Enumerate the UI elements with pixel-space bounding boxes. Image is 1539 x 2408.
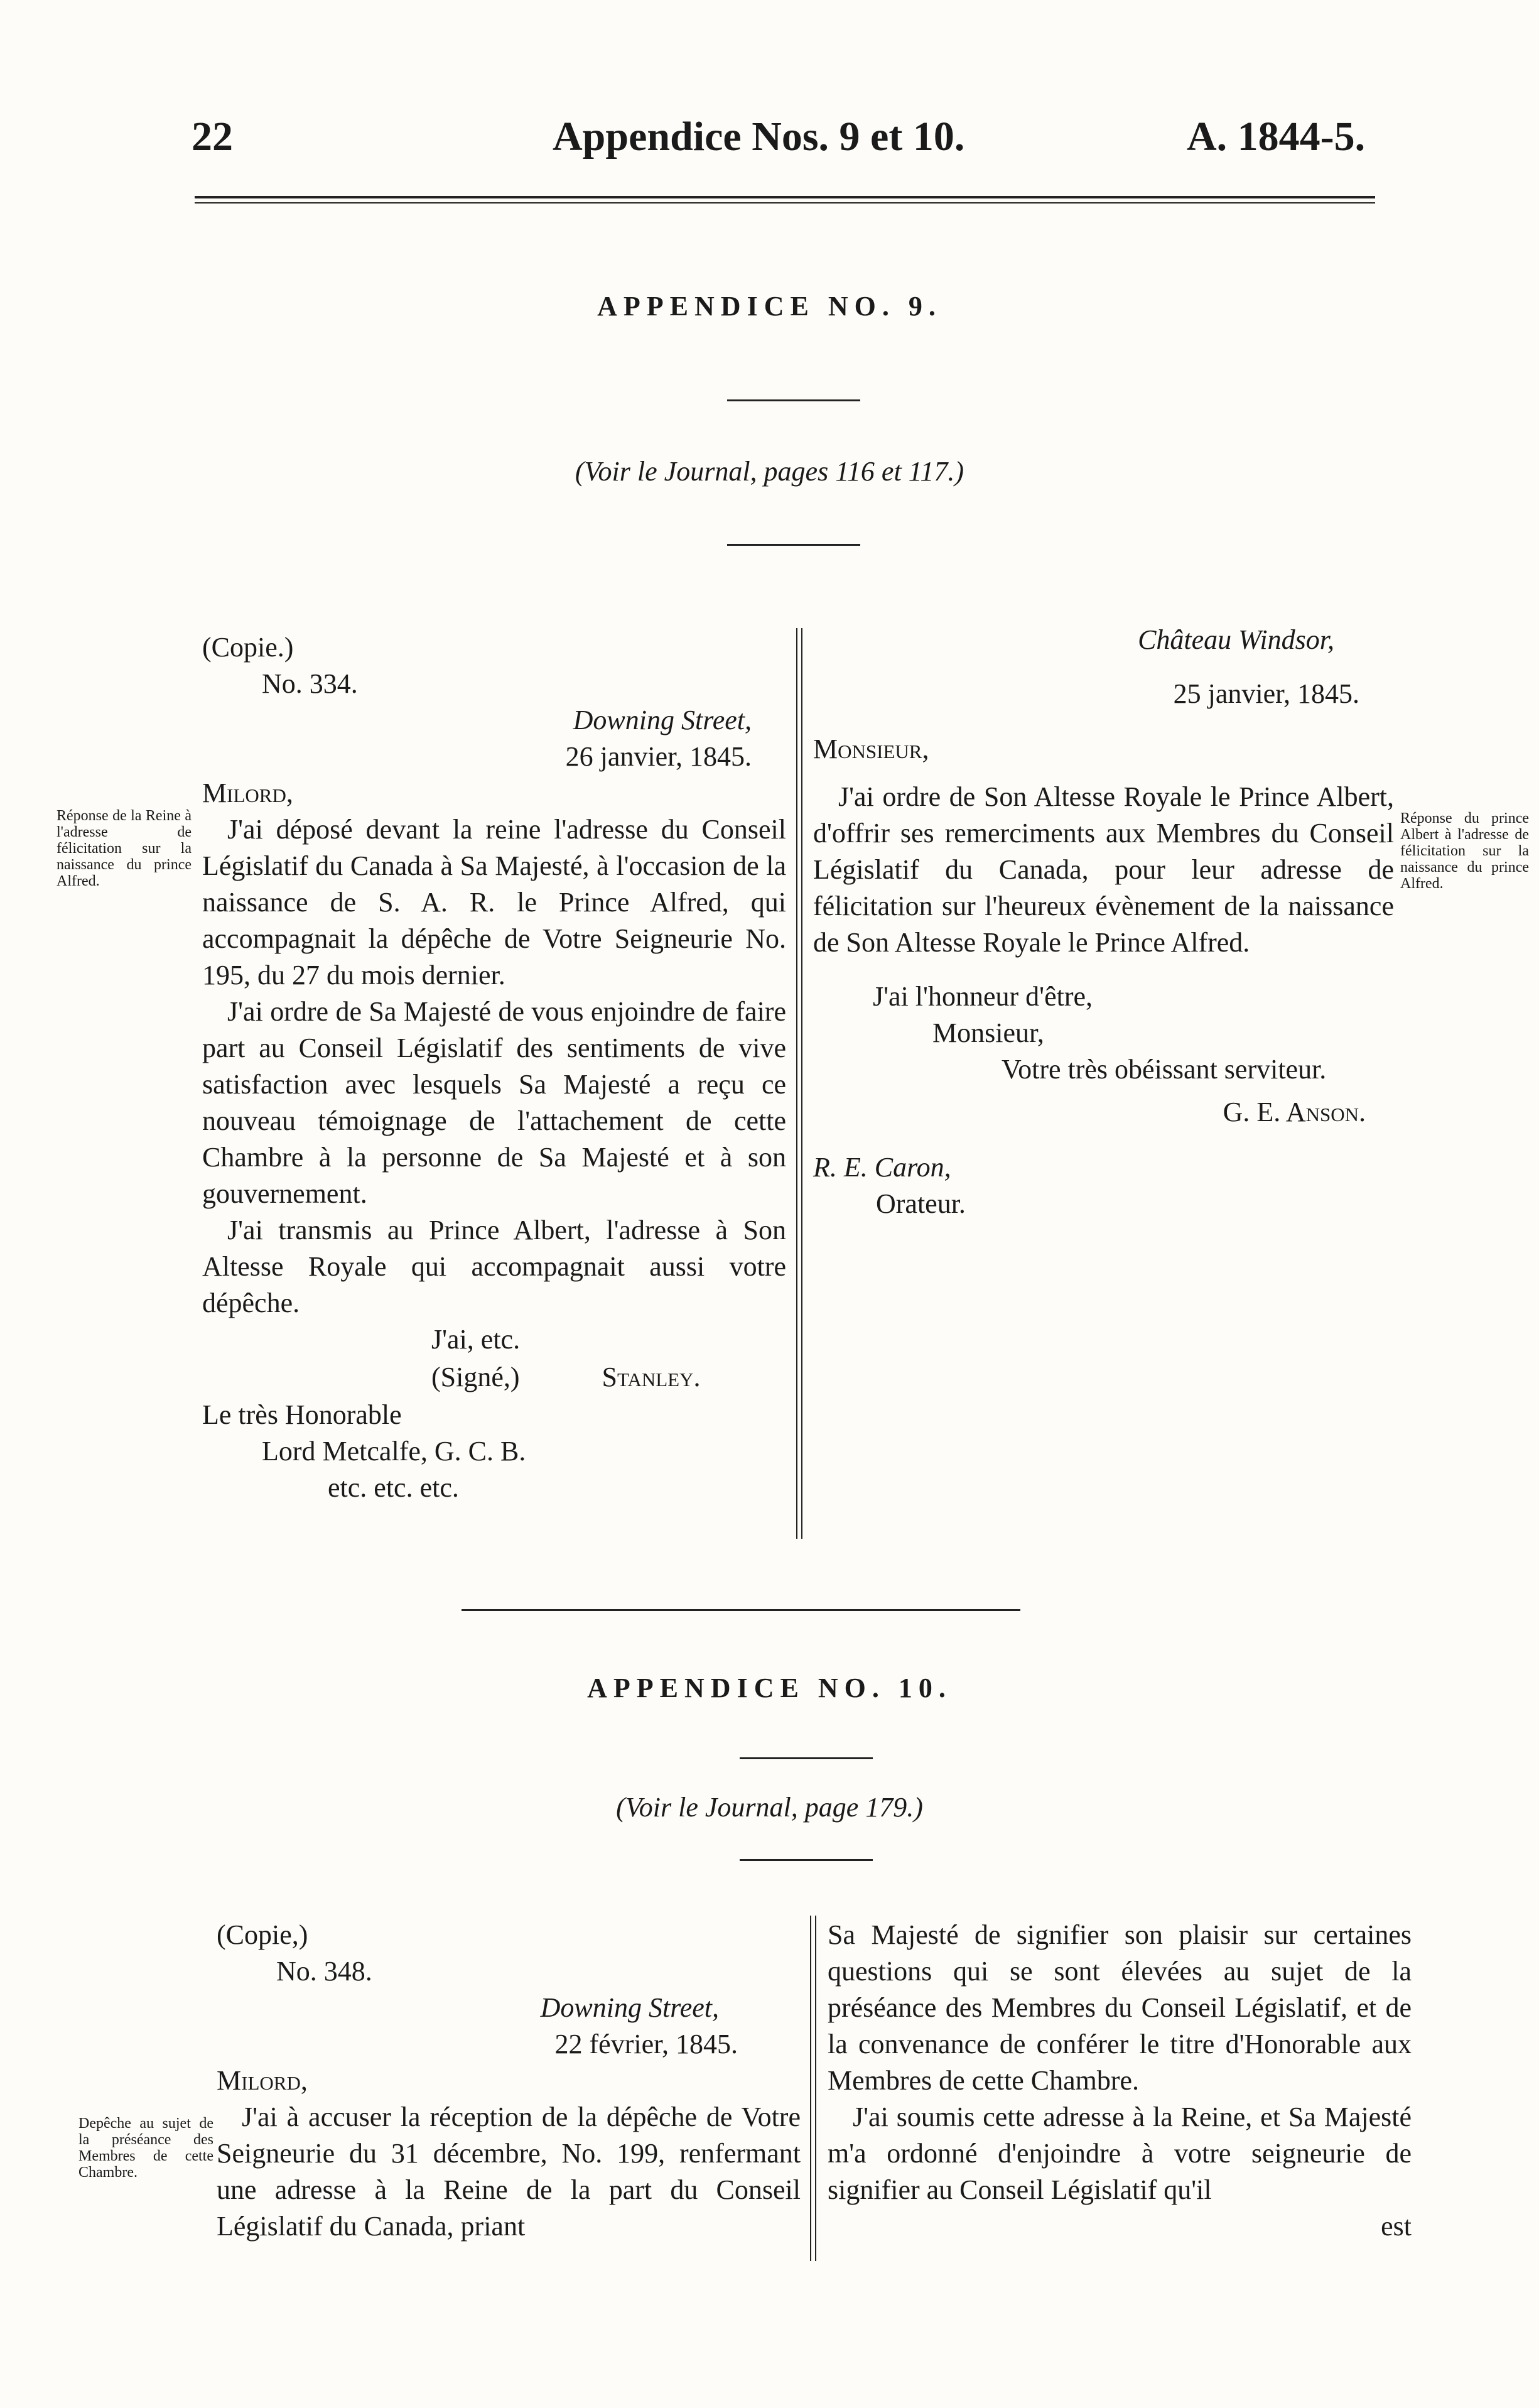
signer-name: Stanley. bbox=[602, 1362, 701, 1392]
signed-label: (Signé,) bbox=[431, 1362, 520, 1392]
addressee: Le très Honorable bbox=[202, 1399, 402, 1430]
letter-number: No. 348. bbox=[276, 1956, 372, 1987]
signer-name: G. E. Anson. bbox=[1223, 1097, 1366, 1127]
letter-place: Château Windsor, bbox=[1138, 624, 1334, 655]
running-title: Appendice Nos. 9 et 10. bbox=[553, 114, 965, 160]
margin-note: Réponse de la Reine à l'adresse de félicitation sur la naissance du prince Alfred. bbox=[57, 808, 192, 889]
header-rule bbox=[195, 196, 1375, 198]
divider bbox=[727, 544, 860, 546]
recipient-name: R. E. Caron, bbox=[813, 1152, 951, 1183]
letter-place: Downing Street, bbox=[540, 1992, 719, 2023]
copy-label: (Copie,) bbox=[217, 1919, 308, 1950]
closing: J'ai l'honneur d'être, bbox=[873, 981, 1093, 1012]
closing: Votre très obéissant serviteur. bbox=[1002, 1054, 1327, 1085]
letter-date: 22 février, 1845. bbox=[554, 2029, 738, 2059]
header-rule-thin bbox=[195, 202, 1375, 203]
appendix-10-reference: (Voir le Journal, page 179.) bbox=[616, 1792, 923, 1823]
paragraph: J'ai ordre de Son Altesse Royale le Prince Albert, d'offrir ses remerciments aux Membres du Conseil Législatif du Canada, pour leur adresse de félicitation sur l'heureux évènement de la naissance de Son Altesse Royale le Prince Alfred. bbox=[813, 781, 1394, 958]
copy-label: (Copie.) bbox=[202, 632, 294, 663]
letter-stanley-348 bbox=[217, 1917, 801, 2245]
paragraph: J'ai à accuser la réception de la dépêche de Votre Seigneurie du 31 décembre, No. 199, renfermant une adresse à la Reine de la part du Conseil Législatif du Canada, priant bbox=[217, 2102, 801, 2242]
salutation: Monsieur, bbox=[813, 734, 929, 764]
closing: Monsieur, bbox=[932, 1017, 1044, 1048]
section-separator bbox=[462, 1609, 1020, 1611]
divider bbox=[727, 399, 860, 401]
letter-stanley bbox=[202, 629, 786, 1506]
letter-date: 26 janvier, 1845. bbox=[565, 741, 752, 772]
letter-date: 25 janvier, 1845. bbox=[1173, 678, 1359, 709]
catchword: est bbox=[1381, 2211, 1412, 2242]
salutation: Milord, bbox=[217, 2065, 308, 2096]
addressee: etc. etc. etc. bbox=[328, 1472, 459, 1503]
margin-note: Réponse du prince Albert à l'adresse de félicitation sur la naissance du prince Alfred. bbox=[1400, 810, 1529, 892]
letter-continuation bbox=[828, 1917, 1412, 2245]
column-divider bbox=[810, 1916, 811, 2261]
letter-number: No. 334. bbox=[262, 668, 358, 699]
appendix-10-title: APPENDICE NO. 10. bbox=[587, 1673, 952, 1703]
running-year: A. 1844-5. bbox=[1187, 114, 1366, 160]
divider bbox=[740, 1859, 873, 1861]
page-number: 22 bbox=[192, 114, 233, 160]
paragraph: J'ai ordre de Sa Majesté de vous enjoindre de faire part au Conseil Législatif des sentiments de vive satisfaction avec lesquels Sa Majesté a reçu ce nouveau témoignage de l'attachement de cette Chambre à la personne de Sa Majesté et à son gouvernement. bbox=[202, 996, 786, 1209]
paragraph: Sa Majesté de signifier son plaisir sur certaines questions qui se sont élevées au sujet de la préséance des Membres du Conseil Législatif, et de la convenance de conférer le titre d'Honorable aux Membres de cette Chambre. bbox=[828, 1919, 1412, 2096]
margin-note: Depêche au sujet de la préséance des Membres de cette Chambre. bbox=[78, 2115, 213, 2181]
paragraph: J'ai déposé devant la reine l'adresse du Conseil Législatif du Canada à Sa Majesté, à l'occasion de la naissance de S. A. R. le Prince Alfred, qui accompagnait la dépêche de Votre Seigneurie No. 195, du 27 du mois dernier. bbox=[202, 814, 786, 990]
paragraph: J'ai transmis au Prince Albert, l'adresse à Son Altesse Royale qui accompagnait aussi votre dépêche. bbox=[202, 1215, 786, 1318]
addressee: Lord Metcalfe, G. C. B. bbox=[262, 1436, 526, 1467]
letter-place: Downing Street, bbox=[573, 705, 752, 735]
closing: J'ai, etc. bbox=[431, 1324, 521, 1355]
appendix-9-title: APPENDICE NO. 9. bbox=[597, 291, 942, 322]
letter-anson bbox=[813, 622, 1394, 1222]
recipient-title: Orateur. bbox=[876, 1188, 966, 1219]
paragraph: J'ai soumis cette adresse à la Reine, et Sa Majesté m'a ordonné d'enjoindre à votre seigneurie de signifier au Conseil Législatif qu'il bbox=[828, 2102, 1412, 2205]
column-divider bbox=[796, 628, 797, 1539]
divider bbox=[740, 1757, 873, 1759]
appendix-9-reference: (Voir le Journal, pages 116 et 117.) bbox=[575, 456, 964, 487]
salutation: Milord, bbox=[202, 778, 293, 808]
